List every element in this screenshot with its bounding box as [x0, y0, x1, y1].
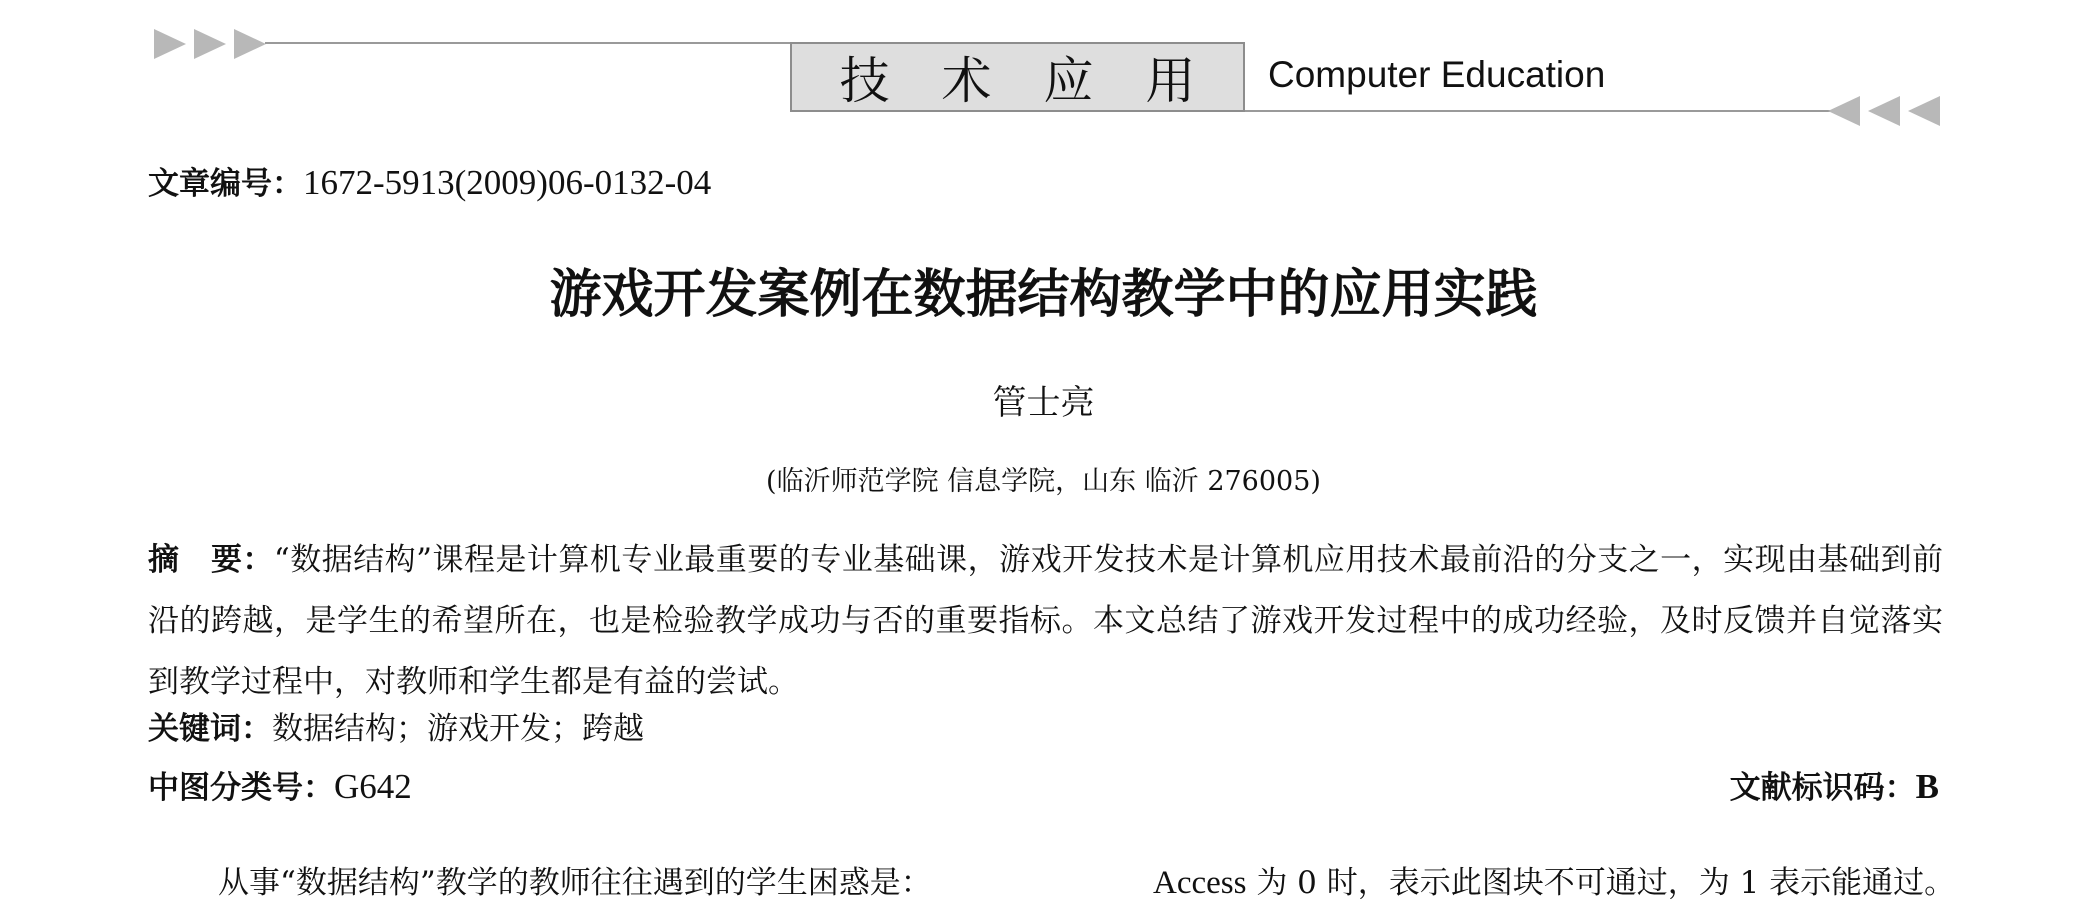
arrow-left-icon: [1822, 94, 1862, 128]
document-code: [1730, 762, 1939, 807]
body-right-rest: 为 0 时，表示此图块不可通过，为 1 表示能通过。: [1246, 865, 1956, 901]
doc-code-label: 文献标识码：: [1729, 770, 1916, 806]
body-right-column-line: [1153, 857, 1955, 902]
author-name: 管士亮: [992, 383, 1095, 423]
section-label-box: [790, 42, 1245, 112]
article-number-value: 1672-5913(2009)06-0132-04: [303, 163, 712, 202]
keywords-value: 数据结构；游戏开发；跨越: [272, 711, 644, 747]
header-bottom-rule: [1245, 110, 1830, 112]
keywords-label: 关键词：: [148, 711, 272, 747]
header-top-rule: [265, 42, 795, 44]
arrow-left-icon: [1862, 94, 1902, 128]
section-label: 技 术 应 用: [839, 52, 1214, 110]
journal-name: Computer Education: [1268, 54, 1606, 95]
arrow-right-icon: [152, 27, 192, 61]
header-arrows-left: [152, 27, 272, 61]
abstract: [148, 530, 1943, 713]
article-number-label: 文章编号：: [148, 166, 303, 202]
arrow-right-icon: [192, 27, 232, 61]
arrow-right-icon: [232, 27, 272, 61]
abstract-label: 摘 要：: [148, 542, 274, 578]
body-left-column-line: 从事“数据结构”教学的教师往往遇到的学生困惑是：: [218, 865, 932, 901]
body-right-latin: Access: [1153, 865, 1247, 901]
author-affiliation: (临沂师范学院 信息学院，山东 临沂 276005): [766, 466, 1321, 497]
arrow-left-icon: [1902, 94, 1942, 128]
clc-value: G642: [334, 767, 412, 806]
clc-number: [148, 762, 412, 807]
article-number: [148, 158, 711, 203]
abstract-text: “数据结构”课程是计算机专业最重要的专业基础课，游戏开发技术是计算机应用技术最前沿的分支之一，实现由基础到前沿的跨越，是学生的希望所在，也是检验教学成功与否的重要指标。本文总结了游戏开发过程中的成功经验，及时反馈并自觉落实到教学过程中，对教师和学生都是有益的尝试。: [148, 542, 1943, 700]
doc-code-value: B: [1915, 767, 1939, 806]
clc-label: 中图分类号：: [148, 770, 334, 806]
header-arrows-right: [1822, 94, 1942, 128]
paper-title: 游戏开发案例在数据结构教学中的应用实践: [549, 265, 1538, 325]
keywords: [148, 703, 644, 748]
